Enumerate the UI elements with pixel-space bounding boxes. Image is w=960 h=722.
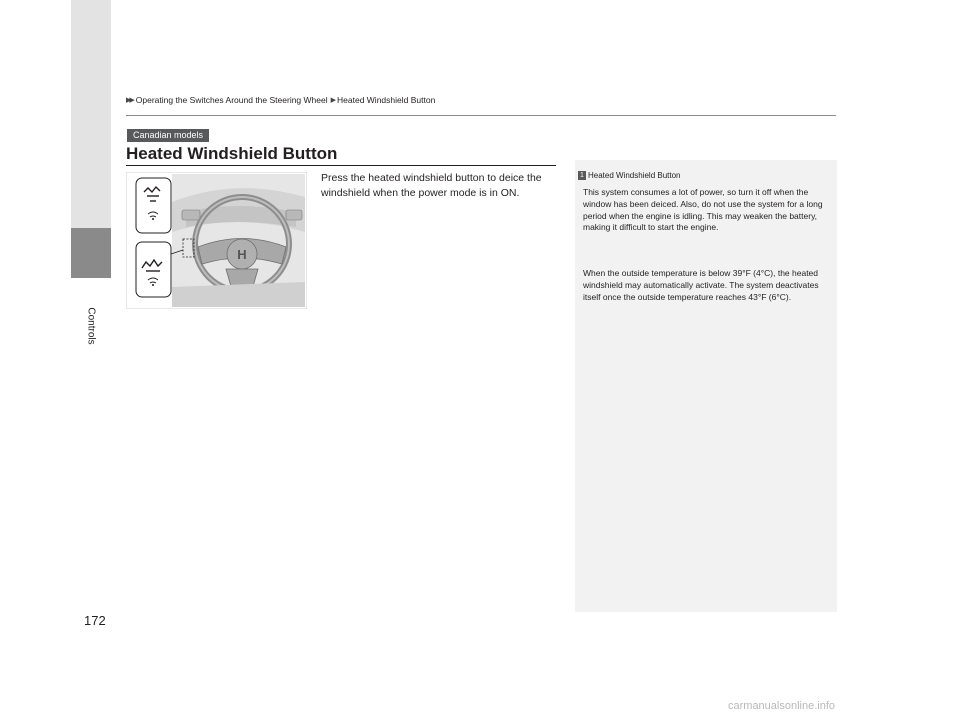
header-rule xyxy=(126,115,836,116)
side-tab-label xyxy=(84,296,98,356)
breadcrumb-item[interactable]: Heated Windshield Button xyxy=(337,95,436,105)
page-title: Heated Windshield Button xyxy=(126,144,338,163)
side-tab-marker xyxy=(71,228,111,278)
note-paragraph: When the outside temperature is below 39°F (4°C), the heated windshield may automatically activate. The system deactivates itself once the outside temperature reaches 43°F (6°C). xyxy=(583,268,819,302)
title-rule xyxy=(126,165,556,166)
svg-text:H: H xyxy=(237,247,247,262)
breadcrumb xyxy=(126,95,435,105)
breadcrumb-arrow-icon: ▶▶ xyxy=(126,97,133,104)
note-number-badge: 1 xyxy=(578,171,586,180)
watermark: carmanualsonline.info xyxy=(728,700,836,712)
breadcrumb-item[interactable]: Operating the Switches Around the Steering Wheel xyxy=(135,95,328,105)
region-badge: Canadian models xyxy=(127,129,209,142)
note-title-text[interactable]: Heated Windshield Button xyxy=(588,171,681,180)
dashboard-figure xyxy=(126,172,307,309)
steering-wheel-illustration xyxy=(126,172,307,309)
note-paragraph: This system consumes a lot of power, so turn it off when the window has been deiced. Also, do not use the system for a long period when the engine is idling. This may weaken the battery, making it difficult to start the engine. xyxy=(583,187,823,233)
page-number: 172 xyxy=(84,613,106,628)
note-title xyxy=(578,171,681,180)
instruction-text: Press the heated windshield button to deice the windshield when the power mode is in ON. xyxy=(321,172,542,199)
side-tab-label-text: Controls xyxy=(85,307,97,345)
breadcrumb-arrow-icon: ▶ xyxy=(330,97,335,104)
